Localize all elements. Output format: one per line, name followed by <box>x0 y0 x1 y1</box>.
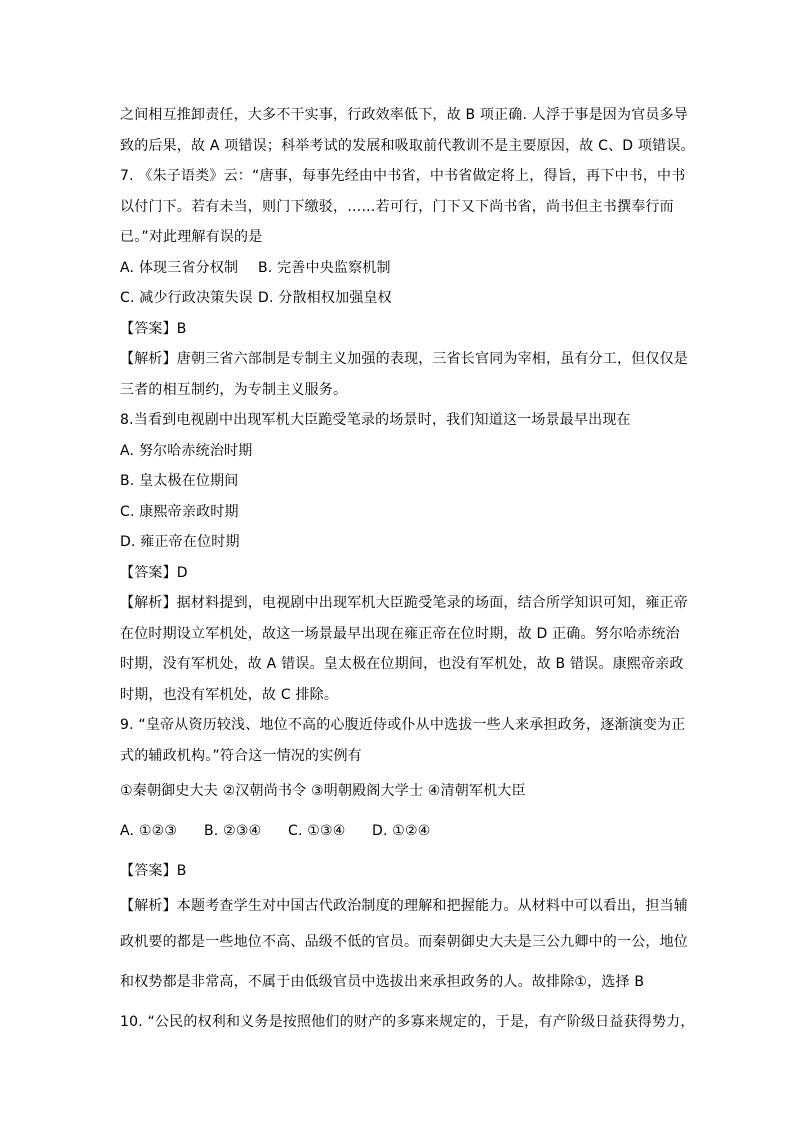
text-line: 和权势都是非常高，不属于由低级官员中选拔出来承担政务的人。故排除①，选择 B <box>120 973 645 990</box>
text-line: 之间相互推卸责任，大多不干实事，行政效率低下，故 B 项正确. 人浮于事是因为官员多导 <box>120 107 689 123</box>
answer-label: 【答案】B <box>120 320 187 337</box>
option-b: B. 皇太极在位期间 <box>120 473 239 489</box>
answer-label: 【答案】D <box>120 564 188 581</box>
analysis-text: 【解析】唐朝三省六部制是专制主义加强的表现，三省长官同为宰相，虽有分工，但仅仅是 <box>120 351 688 367</box>
question-10-stem: 10. “公民的权利和义务是按照他们的财产的多寡来规定的，于是，有产阶级日益获得势力， <box>120 1013 695 1030</box>
text-line: 政机要的都是一些地位不高、品级不低的官员。而秦朝御史大夫是三公九卿中的一公，地位 <box>120 933 688 950</box>
option-d: D. ①②④ <box>372 823 431 839</box>
option-a: A. 努尔哈赤统治时期 <box>120 442 253 459</box>
option-c: C. 减少行政决策失误 <box>120 290 253 306</box>
text-line: 在位时期设立军机处，故这一场景最早出现在雍正帝在位时期，故 D 正确。努尔哈赤统治 <box>120 625 680 642</box>
text-line: 已。”对此理解有误的是 <box>120 229 263 245</box>
text-line: 时期，没有军机处，故 A 错误。皇太极在位期间，也没有军机处，故 B 错误。康熙帝亲政 <box>120 656 684 672</box>
answer-label: 【答案】B <box>120 863 187 879</box>
question-9-options <box>120 811 680 851</box>
analysis-text: 【解析】本题考查学生对中国古代政治制度的理解和把握能力。从材料中可以看出，担当辅 <box>120 898 688 914</box>
option-a: A. 体现三省分权制 <box>120 259 239 276</box>
text-line: 以付门下。若有未当，则门下缴驳，……若可行，门下又下尚书省，尚书但主书撰奉行而 <box>120 198 674 215</box>
question-8-stem: 8.当看到电视剧中出现军机大臣跪受笔录的场景时，我们知道这一场景最早出现在 <box>120 412 631 428</box>
question-9-items: ①秦朝御史大夫 ②汉朝尚书令 ③明朝殿阁大学士 ④清朝军机大臣 <box>120 783 526 799</box>
text-line: 时期，也没有军机处，故 C 排除。 <box>120 686 339 703</box>
option-b: B. ②③④ <box>204 823 262 839</box>
document-body <box>120 100 695 1042</box>
option-d: D. 分散相权加强皇权 <box>258 290 392 306</box>
option-b: B. 完善中央监察机制 <box>258 259 391 276</box>
question-7-stem: 7. 《朱子语类》云：“唐事，每事先经由中书省，中书省做定将上，得旨，再下中书，中书 <box>120 168 686 184</box>
option-d: D. 雍正帝在位时期 <box>120 534 240 550</box>
text-line: 三者的相互制约，为专制主义服务。 <box>120 381 348 398</box>
analysis-text: 【解析】据材料提到，电视剧中出现军机大臣跪受笔录的场面，结合所学知识可知，雍正帝 <box>120 595 688 611</box>
question-9-stem: 9. “皇帝从资历较浅、地位不高的心腹近侍或仆从中选拔一些人来承担政务，逐渐演变为正 <box>120 717 686 733</box>
option-c: C. 康熙帝亲政时期 <box>120 503 239 520</box>
text-line: 式的辅政机构。”符合这一情况的实例有 <box>120 747 362 764</box>
question-7-options-row-1 <box>120 253 680 284</box>
option-c: C. ①③④ <box>288 823 346 839</box>
option-a: A. ①②③ <box>120 823 178 839</box>
text-line: 致的后果，故 A 项错误；科举考试的发展和吸取前代教训不是主要原因，故 C、D 项错误。 <box>120 137 695 154</box>
question-7-options-row-2 <box>120 283 680 314</box>
